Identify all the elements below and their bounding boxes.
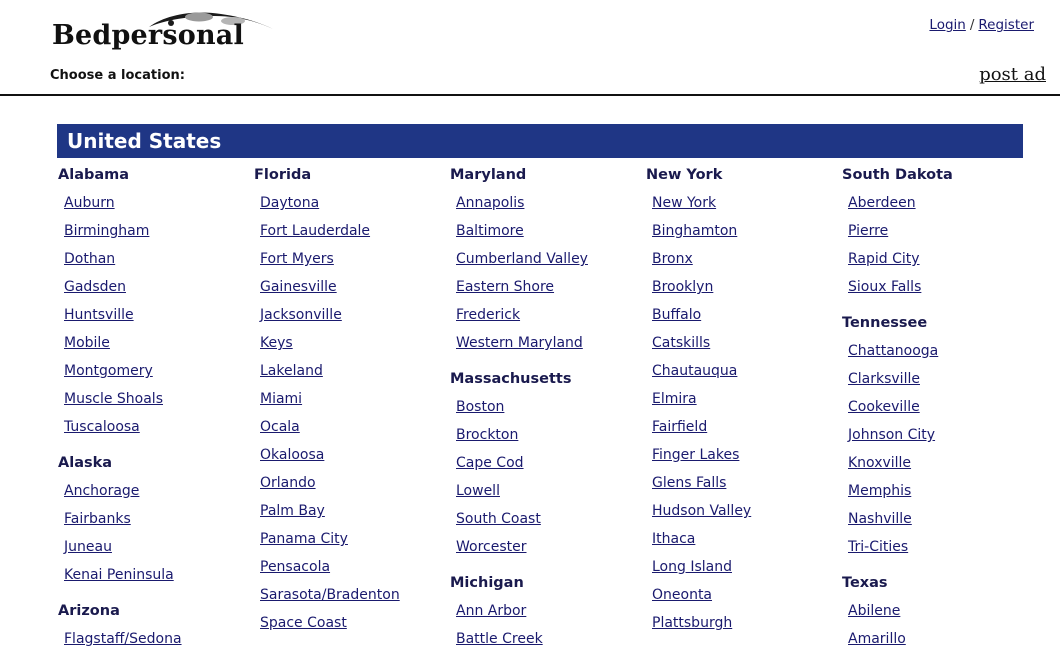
state-block bbox=[50, 166, 246, 441]
city-link[interactable]: Cumberland Valley bbox=[456, 251, 588, 267]
city-link[interactable]: Hudson Valley bbox=[652, 503, 752, 519]
city-link[interactable]: Okaloosa bbox=[260, 447, 325, 463]
city-link[interactable]: Rapid City bbox=[848, 251, 920, 267]
state-heading: South Dakota bbox=[842, 167, 953, 183]
state-block bbox=[638, 166, 834, 637]
city-link[interactable]: Tuscaloosa bbox=[64, 419, 140, 435]
logo-wordmark: Bedpersonal bbox=[52, 20, 244, 51]
city-link[interactable]: Binghamton bbox=[652, 223, 738, 239]
city-link[interactable]: Clarksville bbox=[848, 371, 920, 387]
city-link[interactable]: Ithaca bbox=[652, 531, 696, 547]
location-column bbox=[442, 166, 638, 647]
state-block bbox=[442, 166, 638, 357]
city-link[interactable]: Dothan bbox=[64, 251, 116, 267]
state-heading: Michigan bbox=[450, 575, 524, 591]
city-link[interactable]: Plattsburgh bbox=[652, 615, 733, 631]
city-link[interactable]: Lakeland bbox=[260, 363, 323, 379]
city-link[interactable]: Fort Lauderdale bbox=[260, 223, 371, 239]
city-link[interactable]: Long Island bbox=[652, 559, 732, 575]
city-link[interactable]: South Coast bbox=[456, 511, 541, 527]
city-link[interactable]: Pierre bbox=[848, 223, 889, 239]
state-block bbox=[246, 166, 442, 637]
city-link[interactable]: Sioux Falls bbox=[848, 279, 922, 295]
city-link[interactable]: Fairbanks bbox=[64, 511, 131, 527]
city-link[interactable]: Eastern Shore bbox=[456, 279, 555, 295]
state-heading: Florida bbox=[254, 167, 312, 183]
city-link[interactable]: Aberdeen bbox=[848, 195, 916, 211]
city-link[interactable]: Frederick bbox=[456, 307, 521, 323]
location-column bbox=[834, 166, 1030, 647]
auth-links bbox=[929, 17, 1034, 33]
city-link[interactable]: Battle Creek bbox=[456, 631, 543, 647]
city-link[interactable]: Lowell bbox=[456, 483, 500, 499]
city-link[interactable]: Fort Myers bbox=[260, 251, 334, 267]
city-link[interactable]: Brockton bbox=[456, 427, 519, 443]
location-column bbox=[638, 166, 834, 636]
register-link[interactable]: Register bbox=[978, 17, 1034, 33]
country-banner bbox=[57, 124, 1023, 158]
city-link[interactable]: Tri-Cities bbox=[848, 539, 909, 555]
state-block bbox=[834, 166, 1030, 301]
state-block bbox=[442, 370, 638, 561]
state-block bbox=[834, 574, 1030, 653]
city-link[interactable]: Western Maryland bbox=[456, 335, 583, 351]
city-link[interactable]: Huntsville bbox=[64, 307, 134, 323]
state-heading: Tennessee bbox=[842, 315, 928, 331]
state-heading: Arizona bbox=[58, 603, 120, 619]
city-link[interactable]: Chautauqua bbox=[652, 363, 738, 379]
city-link[interactable]: Auburn bbox=[64, 195, 115, 211]
city-link[interactable]: Abilene bbox=[848, 603, 901, 619]
city-link[interactable]: Baltimore bbox=[456, 223, 524, 239]
city-link[interactable]: Finger Lakes bbox=[652, 447, 740, 463]
city-link[interactable]: Muscle Shoals bbox=[64, 391, 163, 407]
state-heading: Massachusetts bbox=[450, 371, 572, 387]
city-link[interactable]: Glens Falls bbox=[652, 475, 727, 491]
city-link[interactable]: Mobile bbox=[64, 335, 110, 351]
state-block bbox=[50, 602, 246, 653]
city-link[interactable]: Orlando bbox=[260, 475, 316, 491]
site-header bbox=[0, 0, 1060, 62]
city-link[interactable]: Johnson City bbox=[848, 427, 936, 443]
city-link[interactable]: Brooklyn bbox=[652, 279, 714, 295]
city-link[interactable]: Miami bbox=[260, 391, 303, 407]
location-column bbox=[246, 166, 442, 636]
city-link[interactable]: Cookeville bbox=[848, 399, 920, 415]
city-link[interactable]: Cape Cod bbox=[456, 455, 524, 471]
city-link[interactable]: Space Coast bbox=[260, 615, 347, 631]
city-link[interactable]: New York bbox=[652, 195, 717, 211]
city-link[interactable]: Kenai Peninsula bbox=[64, 567, 174, 583]
city-link[interactable]: Boston bbox=[456, 399, 505, 415]
city-link[interactable]: Flagstaff/Sedona bbox=[64, 631, 182, 647]
city-link[interactable]: Jacksonville bbox=[260, 307, 342, 323]
city-link[interactable]: Ann Arbor bbox=[456, 603, 527, 619]
city-link[interactable]: Juneau bbox=[64, 539, 112, 555]
choose-location-bar bbox=[0, 62, 1060, 96]
city-link[interactable]: Worcester bbox=[456, 539, 527, 555]
state-heading: New York bbox=[646, 167, 723, 183]
post-ad-link[interactable]: post ad bbox=[979, 64, 1046, 85]
state-block bbox=[834, 314, 1030, 561]
state-block bbox=[442, 574, 638, 653]
city-link[interactable]: Bronx bbox=[652, 251, 693, 267]
city-link[interactable]: Chattanooga bbox=[848, 343, 939, 359]
city-link[interactable]: Gadsden bbox=[64, 279, 126, 295]
state-heading: Alabama bbox=[58, 167, 130, 183]
city-link[interactable]: Knoxville bbox=[848, 455, 912, 471]
city-link[interactable]: Pensacola bbox=[260, 559, 331, 575]
city-link[interactable]: Nashville bbox=[848, 511, 912, 527]
login-link[interactable]: Login bbox=[929, 17, 966, 33]
city-link[interactable]: Gainesville bbox=[260, 279, 337, 295]
city-link[interactable]: Fairfield bbox=[652, 419, 708, 435]
city-link[interactable]: Buffalo bbox=[652, 307, 702, 323]
site-logo[interactable] bbox=[52, 6, 272, 52]
city-link[interactable]: Anchorage bbox=[64, 483, 140, 499]
city-link[interactable]: Annapolis bbox=[456, 195, 525, 211]
state-heading: Alaska bbox=[58, 455, 113, 471]
location-columns bbox=[50, 166, 1050, 647]
city-link[interactable]: Oneonta bbox=[652, 587, 713, 603]
state-heading: Maryland bbox=[450, 167, 527, 183]
location-column bbox=[50, 166, 246, 647]
city-link[interactable]: Keys bbox=[260, 335, 293, 351]
city-link[interactable]: Montgomery bbox=[64, 363, 153, 379]
city-link[interactable]: Palm Bay bbox=[260, 503, 325, 519]
city-link[interactable]: Birmingham bbox=[64, 223, 150, 239]
city-link[interactable]: Memphis bbox=[848, 483, 912, 499]
auth-separator: / bbox=[969, 17, 975, 33]
state-heading: Texas bbox=[842, 575, 888, 591]
city-link[interactable]: Elmira bbox=[652, 391, 697, 407]
city-link[interactable]: Panama City bbox=[260, 531, 348, 547]
country-title: United States bbox=[67, 129, 222, 153]
city-link[interactable]: Ocala bbox=[260, 419, 300, 435]
choose-location-label: Choose a location: bbox=[50, 68, 185, 83]
city-link[interactable]: Sarasota/Bradenton bbox=[260, 587, 400, 603]
city-link[interactable]: Amarillo bbox=[848, 631, 906, 647]
city-link[interactable]: Daytona bbox=[260, 195, 320, 211]
state-block bbox=[50, 454, 246, 589]
city-link[interactable]: Catskills bbox=[652, 335, 711, 351]
